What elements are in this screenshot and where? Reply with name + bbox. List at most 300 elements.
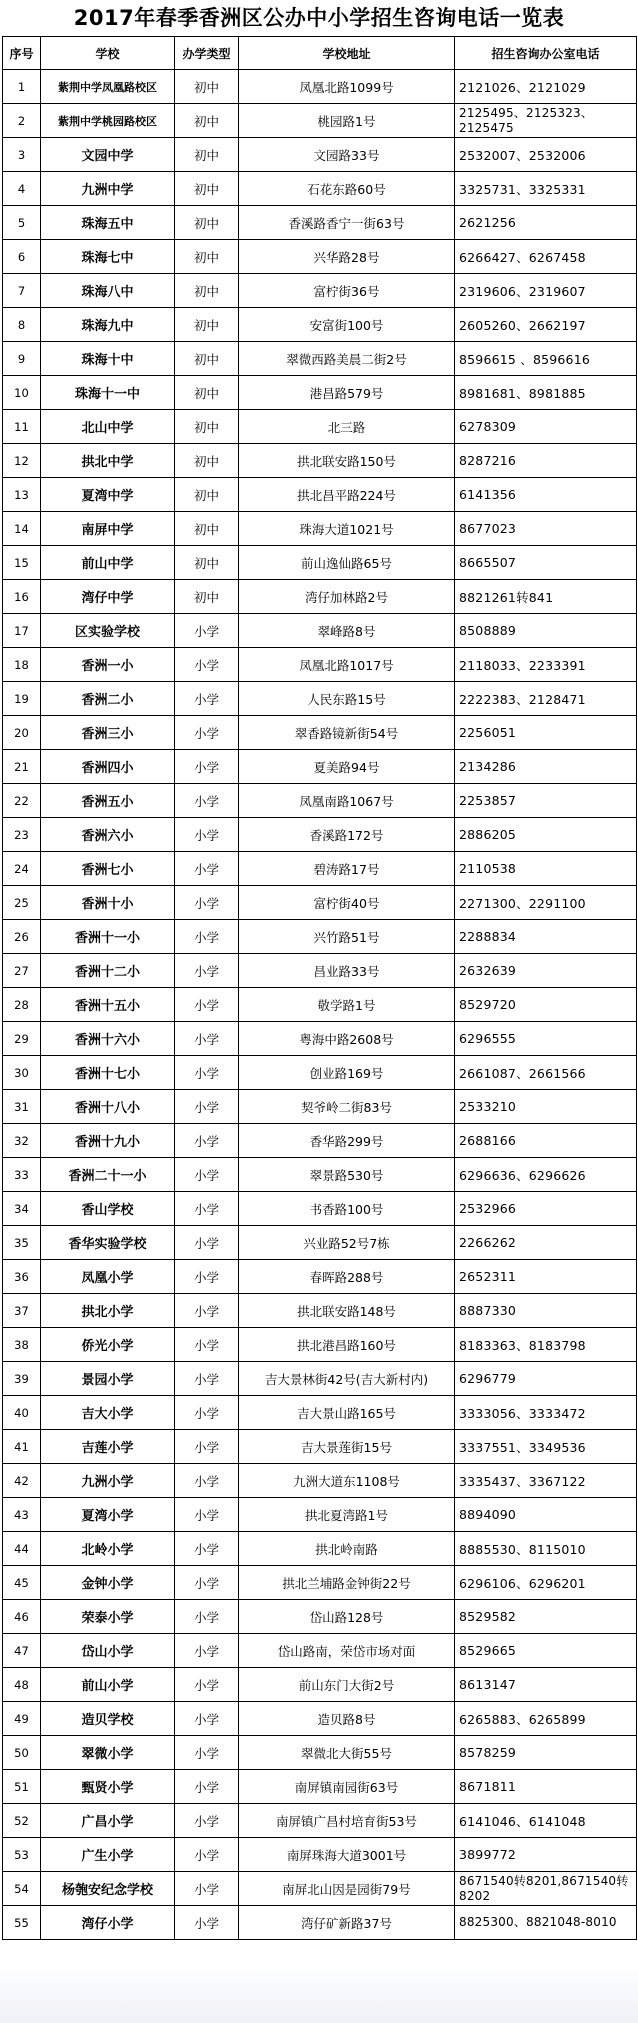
row-phone-cell: 2319606、2319607 xyxy=(455,274,637,308)
row-address-cell: 南屏镇广昌村培育街53号 xyxy=(239,1804,455,1838)
table-row xyxy=(3,818,637,852)
row-seq-cell: 28 xyxy=(3,988,41,1022)
row-address-cell: 书香路100号 xyxy=(239,1192,455,1226)
row-seq-cell: 36 xyxy=(3,1260,41,1294)
table-row xyxy=(3,648,637,682)
row-type-cell: 小学 xyxy=(175,1158,239,1192)
row-type-cell: 小学 xyxy=(175,1906,239,1940)
row-address-cell: 岱山路128号 xyxy=(239,1600,455,1634)
row-school-cell: 文园中学 xyxy=(41,138,175,172)
row-type-cell: 初中 xyxy=(175,342,239,376)
row-school-cell: 香洲二十一小 xyxy=(41,1158,175,1192)
row-school-cell: 香华实验学校 xyxy=(41,1226,175,1260)
table-body xyxy=(3,70,637,1940)
table-row xyxy=(3,512,637,546)
row-seq-cell: 24 xyxy=(3,852,41,886)
row-school-cell: 湾仔小学 xyxy=(41,1906,175,1940)
row-school-cell: 珠海七中 xyxy=(41,240,175,274)
row-address-cell: 创业路169号 xyxy=(239,1056,455,1090)
row-phone-cell: 2118033、2233391 xyxy=(455,648,637,682)
table-row xyxy=(3,852,637,886)
row-address-cell: 翠峰路8号 xyxy=(239,614,455,648)
row-seq-cell: 16 xyxy=(3,580,41,614)
row-school-cell: 区实验学校 xyxy=(41,614,175,648)
enrollment-contact-table xyxy=(2,36,637,1940)
row-type-cell: 小学 xyxy=(175,1260,239,1294)
row-address-cell: 拱北昌平路224号 xyxy=(239,478,455,512)
row-address-cell: 北三路 xyxy=(239,410,455,444)
row-seq-cell: 27 xyxy=(3,954,41,988)
row-type-cell: 小学 xyxy=(175,1770,239,1804)
row-phone-cell: 6141046、6141048 xyxy=(455,1804,637,1838)
row-phone-cell: 6296555 xyxy=(455,1022,637,1056)
row-type-cell: 初中 xyxy=(175,240,239,274)
row-address-cell: 翠微西路美晨二街2号 xyxy=(239,342,455,376)
row-address-cell: 前山逸仙路65号 xyxy=(239,546,455,580)
row-address-cell: 石花东路60号 xyxy=(239,172,455,206)
row-type-cell: 初中 xyxy=(175,546,239,580)
row-type-cell: 小学 xyxy=(175,1600,239,1634)
row-phone-cell: 8529665 xyxy=(455,1634,637,1668)
row-seq-cell: 2 xyxy=(3,104,41,138)
row-phone-cell: 8287216 xyxy=(455,444,637,478)
row-type-cell: 小学 xyxy=(175,1022,239,1056)
row-seq-cell: 41 xyxy=(3,1430,41,1464)
row-seq-cell: 15 xyxy=(3,546,41,580)
row-seq-cell: 6 xyxy=(3,240,41,274)
row-address-cell: 南屏北山因是园街79号 xyxy=(239,1872,455,1906)
row-type-cell: 小学 xyxy=(175,1702,239,1736)
row-phone-cell: 2121026、2121029 xyxy=(455,70,637,104)
table-row xyxy=(3,1158,637,1192)
row-seq-cell: 10 xyxy=(3,376,41,410)
row-school-cell: 拱北中学 xyxy=(41,444,175,478)
table-row xyxy=(3,1192,637,1226)
row-type-cell: 小学 xyxy=(175,1804,239,1838)
row-phone-cell: 2222383、2128471 xyxy=(455,682,637,716)
row-type-cell: 小学 xyxy=(175,648,239,682)
row-type-cell: 小学 xyxy=(175,1192,239,1226)
row-type-cell: 小学 xyxy=(175,1056,239,1090)
row-seq-cell: 18 xyxy=(3,648,41,682)
row-address-cell: 兴竹路51号 xyxy=(239,920,455,954)
row-seq-cell: 40 xyxy=(3,1396,41,1430)
row-phone-cell: 8529582 xyxy=(455,1600,637,1634)
row-school-cell: 广生小学 xyxy=(41,1838,175,1872)
row-type-cell: 小学 xyxy=(175,954,239,988)
row-address-cell: 凤凰南路1067号 xyxy=(239,784,455,818)
table-row xyxy=(3,1872,637,1906)
row-school-cell: 湾仔中学 xyxy=(41,580,175,614)
table-row xyxy=(3,478,637,512)
row-seq-cell: 14 xyxy=(3,512,41,546)
row-school-cell: 香洲六小 xyxy=(41,818,175,852)
row-seq-cell: 19 xyxy=(3,682,41,716)
row-school-cell: 珠海十中 xyxy=(41,342,175,376)
row-school-cell: 广昌小学 xyxy=(41,1804,175,1838)
row-type-cell: 小学 xyxy=(175,1328,239,1362)
row-type-cell: 初中 xyxy=(175,308,239,342)
header-school: 学校 xyxy=(41,37,175,70)
header-address: 学校地址 xyxy=(239,37,455,70)
table-row xyxy=(3,410,637,444)
row-seq-cell: 55 xyxy=(3,1906,41,1940)
row-seq-cell: 46 xyxy=(3,1600,41,1634)
row-type-cell: 初中 xyxy=(175,138,239,172)
row-address-cell: 吉大景莲街15号 xyxy=(239,1430,455,1464)
row-phone-cell: 2253857 xyxy=(455,784,637,818)
row-address-cell: 南屏珠海大道3001号 xyxy=(239,1838,455,1872)
row-address-cell: 湾仔加林路2号 xyxy=(239,580,455,614)
row-type-cell: 初中 xyxy=(175,104,239,138)
row-seq-cell: 30 xyxy=(3,1056,41,1090)
row-type-cell: 小学 xyxy=(175,716,239,750)
row-school-cell: 香洲十九小 xyxy=(41,1124,175,1158)
row-address-cell: 岱山路南，荣岱市场对面 xyxy=(239,1634,455,1668)
row-phone-cell: 6265883、6265899 xyxy=(455,1702,637,1736)
row-address-cell: 春晖路288号 xyxy=(239,1260,455,1294)
row-address-cell: 吉大景林街42号(吉大新村内) xyxy=(239,1362,455,1396)
table-row xyxy=(3,954,637,988)
row-seq-cell: 7 xyxy=(3,274,41,308)
table-row xyxy=(3,1328,637,1362)
row-seq-cell: 17 xyxy=(3,614,41,648)
row-address-cell: 昌业路33号 xyxy=(239,954,455,988)
row-seq-cell: 32 xyxy=(3,1124,41,1158)
table-row xyxy=(3,104,637,138)
row-seq-cell: 9 xyxy=(3,342,41,376)
row-phone-cell: 8825300、8821048-8010 xyxy=(455,1906,637,1940)
row-seq-cell: 51 xyxy=(3,1770,41,1804)
row-address-cell: 人民东路15号 xyxy=(239,682,455,716)
row-address-cell: 香溪路172号 xyxy=(239,818,455,852)
row-school-cell: 香洲四小 xyxy=(41,750,175,784)
row-school-cell: 拱北小学 xyxy=(41,1294,175,1328)
header-row xyxy=(3,37,637,70)
row-phone-cell: 8887330 xyxy=(455,1294,637,1328)
table-row xyxy=(3,1260,637,1294)
row-phone-cell: 8529720 xyxy=(455,988,637,1022)
row-seq-cell: 5 xyxy=(3,206,41,240)
row-phone-cell: 2632639 xyxy=(455,954,637,988)
row-address-cell: 拱北兰埔路金钟街22号 xyxy=(239,1566,455,1600)
row-school-cell: 荣泰小学 xyxy=(41,1600,175,1634)
row-phone-cell: 6296636、6296626 xyxy=(455,1158,637,1192)
table-row xyxy=(3,614,637,648)
table-row xyxy=(3,988,637,1022)
row-phone-cell: 3337551、3349536 xyxy=(455,1430,637,1464)
row-phone-cell: 3335437、3367122 xyxy=(455,1464,637,1498)
row-school-cell: 北岭小学 xyxy=(41,1532,175,1566)
row-school-cell: 香洲十小 xyxy=(41,886,175,920)
table-row xyxy=(3,172,637,206)
row-seq-cell: 38 xyxy=(3,1328,41,1362)
row-address-cell: 拱北港昌路160号 xyxy=(239,1328,455,1362)
row-school-cell: 翠微小学 xyxy=(41,1736,175,1770)
table-row xyxy=(3,376,637,410)
row-address-cell: 拱北岭南路 xyxy=(239,1532,455,1566)
row-school-cell: 夏湾小学 xyxy=(41,1498,175,1532)
row-seq-cell: 47 xyxy=(3,1634,41,1668)
row-type-cell: 小学 xyxy=(175,920,239,954)
row-school-cell: 香洲一小 xyxy=(41,648,175,682)
row-address-cell: 凤凰北路1099号 xyxy=(239,70,455,104)
row-school-cell: 香洲二小 xyxy=(41,682,175,716)
row-phone-cell: 8578259 xyxy=(455,1736,637,1770)
row-seq-cell: 25 xyxy=(3,886,41,920)
row-address-cell: 夏美路94号 xyxy=(239,750,455,784)
row-address-cell: 珠海大道1021号 xyxy=(239,512,455,546)
table-row xyxy=(3,1498,637,1532)
row-school-cell: 金钟小学 xyxy=(41,1566,175,1600)
row-address-cell: 吉大景山路165号 xyxy=(239,1396,455,1430)
row-type-cell: 初中 xyxy=(175,444,239,478)
row-seq-cell: 35 xyxy=(3,1226,41,1260)
row-phone-cell: 2256051 xyxy=(455,716,637,750)
row-type-cell: 初中 xyxy=(175,512,239,546)
table-row xyxy=(3,138,637,172)
row-school-cell: 香洲十七小 xyxy=(41,1056,175,1090)
row-address-cell: 凤凰北路1017号 xyxy=(239,648,455,682)
row-phone-cell: 2533210 xyxy=(455,1090,637,1124)
row-address-cell: 翠香路镜新街54号 xyxy=(239,716,455,750)
row-seq-cell: 50 xyxy=(3,1736,41,1770)
row-school-cell: 香洲七小 xyxy=(41,852,175,886)
row-type-cell: 小学 xyxy=(175,750,239,784)
table-row xyxy=(3,1770,637,1804)
row-phone-cell: 2134286 xyxy=(455,750,637,784)
row-seq-cell: 43 xyxy=(3,1498,41,1532)
row-school-cell: 杨匏安纪念学校 xyxy=(41,1872,175,1906)
table-row xyxy=(3,1124,637,1158)
row-school-cell: 香洲五小 xyxy=(41,784,175,818)
row-phone-cell: 6141356 xyxy=(455,478,637,512)
row-type-cell: 小学 xyxy=(175,1668,239,1702)
row-address-cell: 拱北夏湾路1号 xyxy=(239,1498,455,1532)
row-phone-cell: 2688166 xyxy=(455,1124,637,1158)
row-type-cell: 小学 xyxy=(175,1498,239,1532)
table-row xyxy=(3,1294,637,1328)
row-phone-cell: 8183363、8183798 xyxy=(455,1328,637,1362)
row-type-cell: 小学 xyxy=(175,1736,239,1770)
row-school-cell: 岱山小学 xyxy=(41,1634,175,1668)
row-address-cell: 契爷岭二街83号 xyxy=(239,1090,455,1124)
row-type-cell: 初中 xyxy=(175,274,239,308)
row-phone-cell: 2271300、2291100 xyxy=(455,886,637,920)
row-seq-cell: 42 xyxy=(3,1464,41,1498)
row-school-cell: 北山中学 xyxy=(41,410,175,444)
row-seq-cell: 11 xyxy=(3,410,41,444)
row-seq-cell: 26 xyxy=(3,920,41,954)
row-school-cell: 香洲三小 xyxy=(41,716,175,750)
table-row xyxy=(3,1702,637,1736)
row-school-cell: 紫荆中学桃园路校区 xyxy=(41,104,175,138)
row-seq-cell: 21 xyxy=(3,750,41,784)
header-type: 办学类型 xyxy=(175,37,239,70)
table-row xyxy=(3,1668,637,1702)
row-address-cell: 敬学路1号 xyxy=(239,988,455,1022)
row-seq-cell: 29 xyxy=(3,1022,41,1056)
table-row xyxy=(3,1226,637,1260)
row-type-cell: 小学 xyxy=(175,1430,239,1464)
row-phone-cell: 2110538 xyxy=(455,852,637,886)
row-phone-cell: 8894090 xyxy=(455,1498,637,1532)
row-type-cell: 小学 xyxy=(175,1872,239,1906)
table-row xyxy=(3,70,637,104)
row-school-cell: 香洲十八小 xyxy=(41,1090,175,1124)
header-phone: 招生咨询办公室电话 xyxy=(455,37,637,70)
header-seq: 序号 xyxy=(3,37,41,70)
row-school-cell: 香洲十六小 xyxy=(41,1022,175,1056)
row-type-cell: 小学 xyxy=(175,784,239,818)
row-phone-cell: 2652311 xyxy=(455,1260,637,1294)
row-seq-cell: 33 xyxy=(3,1158,41,1192)
row-school-cell: 凤凰小学 xyxy=(41,1260,175,1294)
row-phone-cell: 2605260、2662197 xyxy=(455,308,637,342)
row-address-cell: 翠微北大街55号 xyxy=(239,1736,455,1770)
row-type-cell: 初中 xyxy=(175,376,239,410)
table-row xyxy=(3,1464,637,1498)
table-row xyxy=(3,546,637,580)
row-school-cell: 九洲中学 xyxy=(41,172,175,206)
row-phone-cell: 2266262 xyxy=(455,1226,637,1260)
row-type-cell: 初中 xyxy=(175,580,239,614)
row-phone-cell: 2288834 xyxy=(455,920,637,954)
row-address-cell: 富柠街40号 xyxy=(239,886,455,920)
row-school-cell: 香洲十一小 xyxy=(41,920,175,954)
row-seq-cell: 20 xyxy=(3,716,41,750)
row-phone-cell: 3325731、3325331 xyxy=(455,172,637,206)
table-row xyxy=(3,716,637,750)
row-seq-cell: 3 xyxy=(3,138,41,172)
table-row xyxy=(3,1736,637,1770)
row-phone-cell: 8671540转8201,8671540转8202 xyxy=(455,1872,637,1906)
table-row xyxy=(3,682,637,716)
row-seq-cell: 22 xyxy=(3,784,41,818)
table-row xyxy=(3,1532,637,1566)
row-phone-cell: 3333056、3333472 xyxy=(455,1396,637,1430)
table-row xyxy=(3,1566,637,1600)
row-type-cell: 小学 xyxy=(175,1396,239,1430)
row-school-cell: 珠海十一中 xyxy=(41,376,175,410)
row-type-cell: 小学 xyxy=(175,886,239,920)
row-school-cell: 前山小学 xyxy=(41,1668,175,1702)
row-address-cell: 兴业路52号7栋 xyxy=(239,1226,455,1260)
row-school-cell: 珠海八中 xyxy=(41,274,175,308)
row-school-cell: 夏湾中学 xyxy=(41,478,175,512)
row-type-cell: 小学 xyxy=(175,1634,239,1668)
row-school-cell: 前山中学 xyxy=(41,546,175,580)
row-phone-cell: 8885530、8115010 xyxy=(455,1532,637,1566)
row-type-cell: 小学 xyxy=(175,1464,239,1498)
row-seq-cell: 52 xyxy=(3,1804,41,1838)
row-phone-cell: 6296779 xyxy=(455,1362,637,1396)
row-seq-cell: 8 xyxy=(3,308,41,342)
row-seq-cell: 31 xyxy=(3,1090,41,1124)
row-type-cell: 小学 xyxy=(175,1090,239,1124)
row-seq-cell: 48 xyxy=(3,1668,41,1702)
row-phone-cell: 8981681、8981885 xyxy=(455,376,637,410)
row-address-cell: 碧涛路17号 xyxy=(239,852,455,886)
row-phone-cell: 8508889 xyxy=(455,614,637,648)
row-type-cell: 小学 xyxy=(175,1566,239,1600)
row-phone-cell: 3899772 xyxy=(455,1838,637,1872)
row-type-cell: 小学 xyxy=(175,1124,239,1158)
table-row xyxy=(3,1362,637,1396)
row-school-cell: 吉大小学 xyxy=(41,1396,175,1430)
row-address-cell: 安富街100号 xyxy=(239,308,455,342)
row-address-cell: 香华路299号 xyxy=(239,1124,455,1158)
row-school-cell: 南屏中学 xyxy=(41,512,175,546)
table-row xyxy=(3,206,637,240)
row-phone-cell: 2621256 xyxy=(455,206,637,240)
row-type-cell: 初中 xyxy=(175,478,239,512)
row-phone-cell: 8613147 xyxy=(455,1668,637,1702)
row-school-cell: 香洲十五小 xyxy=(41,988,175,1022)
table-row xyxy=(3,580,637,614)
row-school-cell: 吉莲小学 xyxy=(41,1430,175,1464)
table-row xyxy=(3,444,637,478)
row-phone-cell: 8665507 xyxy=(455,546,637,580)
row-address-cell: 香溪路香宁一街63号 xyxy=(239,206,455,240)
row-address-cell: 湾仔矿新路37号 xyxy=(239,1906,455,1940)
row-phone-cell: 8677023 xyxy=(455,512,637,546)
table-row xyxy=(3,240,637,274)
table-row xyxy=(3,342,637,376)
table-row xyxy=(3,1022,637,1056)
row-phone-cell: 2532007、2532006 xyxy=(455,138,637,172)
row-phone-cell: 6266427、6267458 xyxy=(455,240,637,274)
row-address-cell: 前山东门大街2号 xyxy=(239,1668,455,1702)
row-phone-cell: 6296106、6296201 xyxy=(455,1566,637,1600)
table-row xyxy=(3,1600,637,1634)
table-row xyxy=(3,1634,637,1668)
row-type-cell: 初中 xyxy=(175,206,239,240)
row-address-cell: 南屏镇南园街63号 xyxy=(239,1770,455,1804)
row-phone-cell: 2532966 xyxy=(455,1192,637,1226)
row-seq-cell: 1 xyxy=(3,70,41,104)
row-school-cell: 紫荆中学凤凰路校区 xyxy=(41,70,175,104)
table-row xyxy=(3,784,637,818)
table-row xyxy=(3,1838,637,1872)
row-seq-cell: 13 xyxy=(3,478,41,512)
table-row xyxy=(3,920,637,954)
row-address-cell: 翠景路530号 xyxy=(239,1158,455,1192)
row-school-cell: 珠海九中 xyxy=(41,308,175,342)
row-phone-cell: 2661087、2661566 xyxy=(455,1056,637,1090)
row-type-cell: 小学 xyxy=(175,1294,239,1328)
table-row xyxy=(3,1090,637,1124)
row-school-cell: 甄贤小学 xyxy=(41,1770,175,1804)
row-address-cell: 桃园路1号 xyxy=(239,104,455,138)
table-row xyxy=(3,750,637,784)
row-type-cell: 小学 xyxy=(175,818,239,852)
row-school-cell: 香洲十二小 xyxy=(41,954,175,988)
row-seq-cell: 53 xyxy=(3,1838,41,1872)
row-address-cell: 兴华路28号 xyxy=(239,240,455,274)
row-type-cell: 小学 xyxy=(175,1362,239,1396)
row-address-cell: 九洲大道东1108号 xyxy=(239,1464,455,1498)
row-phone-cell: 8821261转841 xyxy=(455,580,637,614)
row-seq-cell: 54 xyxy=(3,1872,41,1906)
row-type-cell: 小学 xyxy=(175,614,239,648)
table-row xyxy=(3,1430,637,1464)
row-seq-cell: 49 xyxy=(3,1702,41,1736)
row-phone-cell: 2125495、2125323、2125475 xyxy=(455,104,637,138)
row-seq-cell: 34 xyxy=(3,1192,41,1226)
row-school-cell: 香山学校 xyxy=(41,1192,175,1226)
row-seq-cell: 12 xyxy=(3,444,41,478)
